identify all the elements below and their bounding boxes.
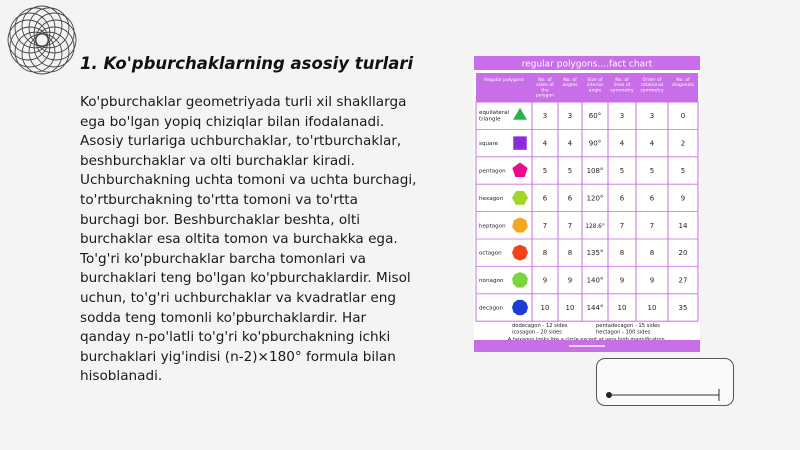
chart-column-header: No. of diagonals (671, 78, 695, 89)
chart-cell-value: 7 (542, 221, 548, 230)
chart-cell-value: 5 (619, 167, 625, 175)
chart-cell-value: 7 (649, 221, 655, 230)
chart-footnote: pentadecagon - 15 sides (596, 323, 661, 330)
chart-shape-hexagon (512, 191, 528, 205)
chart-cell-value: 144° (586, 304, 604, 312)
chart-cell-value: 7 (567, 221, 573, 230)
chart-shape-triangle (513, 108, 527, 120)
chart-cell-value: 20 (678, 249, 688, 258)
chart-cell-value: 108° (586, 167, 604, 175)
chart-column-header: Regular polygons (484, 78, 524, 83)
chart-cell-value: 60° (588, 112, 602, 121)
slide-body-text: Ko'pburchaklar geometriyada turli xil shakllarga ega bo'lgan yopiq chiziqlar bilan ifodalanadi. Asosiy turlariga uchburchaklar, to'rtburchaklar, beshburchaklar va olti burchaklar kiradi. Uchburchakning uchta tomoni va uchta burchagi, to'rtburchakning to'rtta tomoni va to'rtta burchagi bor. Beshburchaklar beshta, olti burchaklar esa oltita tomon va burchakka ega. To'g'ri ko'pburchaklar barcha tomonlari va burchaklari teng bo'lgan ko'pburchaklardir. Misol uchun, to'g'ri uchburchaklar va kvadratlar eng sodda teng tomonli ko'pburchaklardir. Har qanday n-po'latli to'g'ri ko'pburchakning ichki burchaklari yig'indisi (n-2)×180° formula bilan hisoblanadi. (80, 94, 417, 385)
chart-cell-value: 9 (619, 276, 625, 285)
chart-cell-value: 5 (680, 167, 686, 175)
chart-cell-value: 5 (567, 167, 573, 175)
chart-row-name: equilateral triangle (479, 110, 509, 123)
chart-column-header: No. of lines of symmetry (610, 78, 634, 94)
chart-cell-value: 4 (542, 139, 548, 148)
chart-cell-value: 9 (680, 194, 686, 203)
chart-column-header: No. of sides of the polygon (535, 78, 555, 99)
chart-cell-value: 10 (540, 304, 550, 312)
chart-cell-value: 35 (678, 304, 688, 312)
chart-row-name: square (479, 141, 499, 148)
chart-cell-value: 8 (649, 249, 655, 258)
chart-row-name: heptagon (479, 223, 506, 230)
chart-cell-value: 6 (567, 194, 573, 203)
chart-row-name: octagon (479, 250, 502, 257)
chart-cell-value: 140° (586, 276, 604, 285)
chart-cell-value: 3 (649, 112, 655, 121)
chart-cell-value: 120° (586, 194, 604, 203)
chart-shape-nonagon (512, 272, 528, 288)
polygon-fact-chart (474, 56, 700, 352)
chart-cell-value: 7 (619, 221, 625, 230)
chart-shape-decagon (512, 300, 528, 315)
chart-cell-value: 14 (678, 221, 688, 230)
chart-shape-square (513, 136, 526, 149)
chart-column-header: Order of rotational symmetry (640, 78, 664, 94)
connector-box (596, 358, 734, 406)
chart-footnote: icosagon - 20 sides (512, 329, 562, 336)
chart-row-name: pentagon (479, 168, 506, 175)
chart-cell-value: 9 (649, 276, 655, 285)
chart-cell-value: 4 (619, 139, 625, 148)
chart-cell-value: 6 (619, 194, 625, 203)
slide-title: 1. Ko'pburchaklarning asosiy turlari (80, 54, 414, 73)
chart-shape-octagon (512, 245, 528, 261)
chart-cell-value: 5 (649, 167, 655, 175)
chart-row-name: nonagon (479, 278, 504, 285)
chart-cell-value: 10 (647, 304, 657, 312)
chart-bottom-bar-mark (569, 345, 605, 347)
chart-cell-value: 9 (567, 276, 573, 285)
chart-cell-value: 9 (542, 276, 548, 285)
chart-cell-value: 27 (678, 276, 688, 285)
connector-line-icon (597, 359, 735, 407)
chart-cell-value: 90° (588, 139, 602, 148)
chart-shape-heptagon (512, 217, 528, 232)
chart-cell-value: 6 (649, 194, 655, 203)
chart-cell-value: 0 (680, 112, 686, 121)
chart-cell-value: 3 (567, 112, 573, 121)
chart-cell-value: 10 (565, 304, 575, 312)
chart-cell-value: 4 (649, 139, 655, 148)
chart-cell-value: 8 (567, 249, 573, 258)
chart-row-name: hexagon (479, 195, 504, 202)
chart-cell-value: 6 (542, 194, 548, 203)
chart-cell-value: 128.6° (585, 223, 605, 230)
chart-cell-value: 8 (542, 249, 548, 258)
chart-column-header: Size of interior angle (586, 78, 604, 94)
chart-cell-value: 4 (567, 139, 573, 148)
logo-rosette-icon (6, 4, 78, 76)
chart-cell-value: 135° (586, 249, 604, 258)
chart-cell-value: 5 (542, 167, 548, 175)
chart-shape-pentagon (512, 163, 527, 177)
chart-cell-value: 2 (680, 139, 686, 148)
chart-column-header: No. of angles (562, 78, 578, 89)
chart-row-name: decagon (479, 305, 504, 312)
chart-footnote: dodecagon - 12 sides (512, 323, 568, 330)
chart-cell-value: 3 (619, 112, 625, 121)
chart-cell-value: 8 (619, 249, 625, 258)
chart-cell-value: 10 (617, 304, 627, 312)
chart-cell-value: 3 (542, 112, 548, 121)
chart-title: regular polygons....fact chart (521, 59, 653, 70)
polygon-fact-chart-svg (474, 56, 700, 352)
chart-footnote: hectagon - 100 sides (596, 329, 651, 336)
rosette-graphic (6, 4, 78, 76)
